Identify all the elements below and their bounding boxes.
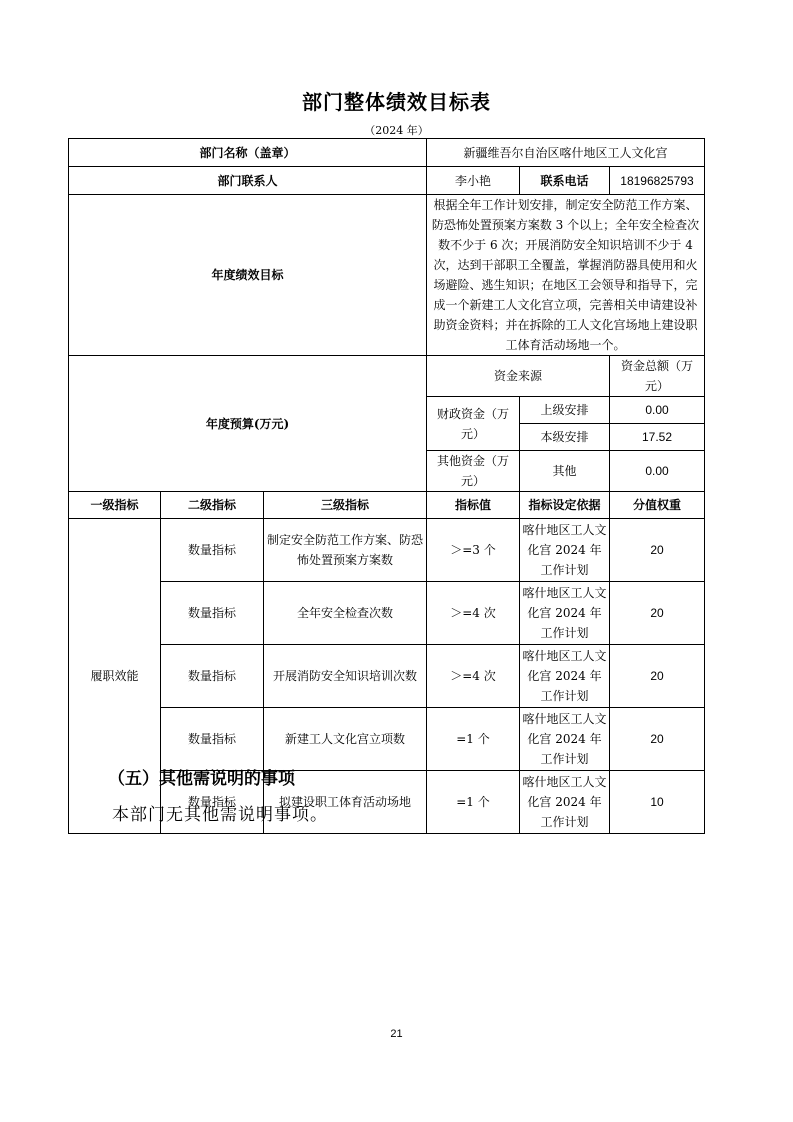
level2-cell: 数量指标 <box>161 708 264 771</box>
basis-cell: 喀什地区工人文化宫 2024 年工作计划 <box>520 708 610 771</box>
level2-cell: 数量指标 <box>161 582 264 645</box>
budget-header-row <box>69 356 705 397</box>
year-label: （2024 年） <box>364 124 429 137</box>
other-value: 0.00 <box>610 451 705 492</box>
header-weight: 分值权重 <box>610 492 705 519</box>
level3-cell: 新建工人文化宫立项数 <box>264 708 427 771</box>
header-basis: 指标设定依据 <box>520 492 610 519</box>
value-cell: ＞=4 次 <box>427 582 520 645</box>
upper-label: 上级安排 <box>520 397 610 424</box>
value-cell: ＞=3 个 <box>427 519 520 582</box>
section-heading: （五）其他需说明的事项 <box>108 769 295 789</box>
indicator-header-row <box>69 492 705 519</box>
contact-label: 部门联系人 <box>69 167 427 195</box>
value-cell: ＞=4 次 <box>427 645 520 708</box>
level3-cell: 全年安全检查次数 <box>264 582 427 645</box>
basis-cell: 喀什地区工人文化宫 2024 年工作计划 <box>520 645 610 708</box>
level2-cell: 数量指标 <box>161 519 264 582</box>
page-title: 部门整体绩效目标表 <box>302 90 491 114</box>
header-level2: 二级指标 <box>161 492 264 519</box>
level3-cell: 拟建设职工体育活动场地 <box>264 771 427 834</box>
budget-label: 年度预算(万元) <box>69 356 427 492</box>
indicator-row <box>69 519 705 582</box>
fund-total-label: 资金总额（万元） <box>610 356 705 397</box>
indicator-row <box>69 645 705 708</box>
dept-name-value: 新疆维吾尔自治区喀什地区工人文化宫 <box>427 139 705 167</box>
basis-cell: 喀什地区工人文化宫 2024 年工作计划 <box>520 582 610 645</box>
phone-value: 18196825793 <box>610 167 705 195</box>
value-cell: =1 个 <box>427 708 520 771</box>
page-number: 21 <box>390 1028 403 1040</box>
level3-cell: 制定安全防范工作方案、防恐怖处置预案方案数 <box>264 519 427 582</box>
level1-cell: 履职效能 <box>69 519 161 834</box>
header-value: 指标值 <box>427 492 520 519</box>
local-label: 本级安排 <box>520 424 610 451</box>
weight-cell: 20 <box>610 519 705 582</box>
weight-cell: 20 <box>610 645 705 708</box>
section-text: 本部门无其他需说明事项。 <box>112 805 328 825</box>
annual-goal-row <box>69 195 705 356</box>
annual-goal-text: 根据全年工作计划安排，制定安全防范工作方案、防恐怖处置预案方案数 3 个以上；全年安全检查次数不少于 6 次；开展消防安全知识培训不少于 4 次，达到干部职工全覆盖，掌握消防器具使用和火场避险、逃生知识；在地区工会领导和指导下，完成一个新建工人文化宫立项，完善相关申请建设补助资金资料；并在拆除的工人文化宫场地上建设职工体育活动场地一个。 <box>427 195 705 356</box>
basis-cell: 喀什地区工人文化宫 2024 年工作计划 <box>520 771 610 834</box>
contact-row <box>69 167 705 195</box>
upper-value: 0.00 <box>610 397 705 424</box>
indicator-row <box>69 708 705 771</box>
weight-cell: 20 <box>610 708 705 771</box>
fund-source-label: 资金来源 <box>427 356 610 397</box>
weight-cell: 20 <box>610 582 705 645</box>
annual-goal-label: 年度绩效目标 <box>69 195 427 356</box>
header-level1: 一级指标 <box>69 492 161 519</box>
indicator-row <box>69 582 705 645</box>
weight-cell: 10 <box>610 771 705 834</box>
fiscal-fund-label: 财政资金（万元） <box>427 397 520 451</box>
value-cell: =1 个 <box>427 771 520 834</box>
level2-cell: 数量指标 <box>161 645 264 708</box>
level2-cell: 数量指标 <box>161 771 264 834</box>
performance-table <box>68 138 705 834</box>
local-value: 17.52 <box>610 424 705 451</box>
other-fund-label: 其他资金（万元） <box>427 451 520 492</box>
dept-name-label: 部门名称（盖章） <box>69 139 427 167</box>
other-label: 其他 <box>520 451 610 492</box>
dept-name-row <box>69 139 705 167</box>
phone-label: 联系电话 <box>520 167 610 195</box>
basis-cell: 喀什地区工人文化宫 2024 年工作计划 <box>520 519 610 582</box>
contact-value: 李小艳 <box>427 167 520 195</box>
level3-cell: 开展消防安全知识培训次数 <box>264 645 427 708</box>
header-level3: 三级指标 <box>264 492 427 519</box>
